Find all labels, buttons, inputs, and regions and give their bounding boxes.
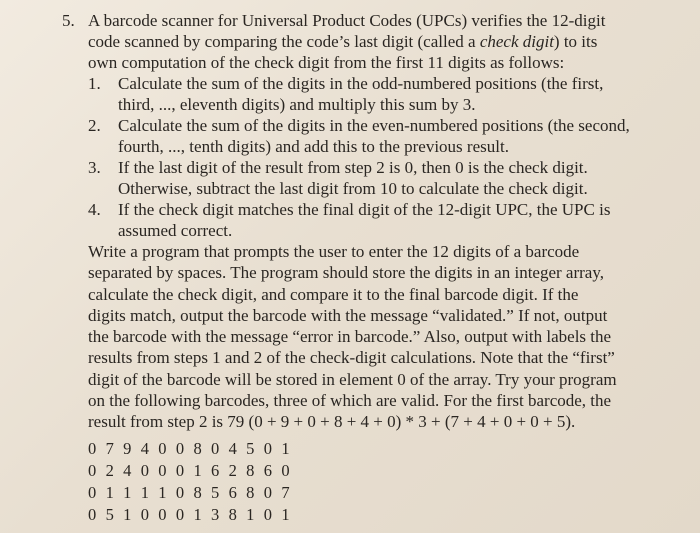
problem-number: 5. [62,11,75,30]
step-line: fourth, ..., tenth digits) and add this to the previous result. [118,137,509,156]
step-line: assumed correct. [118,221,233,240]
intro-line: A barcode scanner for Universal Product Codes (UPCs) verifies the 12-digit [88,11,606,30]
step-line: Calculate the sum of the digits in the even-numbered positions (the second, [118,116,630,135]
barcode: 0 7 9 4 0 0 8 0 4 5 0 1 [88,439,293,458]
step-line: If the last digit of the result from step 2 is 0, then 0 is the check digit. [118,158,588,177]
step-item [88,115,663,157]
intro-line: code scanned by comparing the code’s last digit (called a check digit) to its [88,32,598,51]
body-line: result from step 2 is 79 (0 + 9 + 0 + 8 + 4 + 0) * 3 + (7 + 4 + 0 + 0 + 5). [88,412,576,432]
step-line: If the check digit matches the final digit of the 12-digit UPC, the UPC is [118,200,611,219]
problem-intro [88,10,658,73]
body-line: calculate the check digit, and compare it to the final barcode digit. If the [88,284,579,304]
step-line: Otherwise, subtract the last digit from 10 to calculate the check digit. [118,179,588,198]
step-number: 1. [88,74,101,93]
step-item [88,157,663,199]
step-number: 2. [88,116,101,135]
body-line: the barcode with the message “error in barcode.” Also, output with labels the [88,327,612,347]
step-item [88,73,663,115]
barcode: 0 1 1 1 1 0 8 5 6 8 0 7 [88,483,293,502]
body-line: digits match, output the barcode with the message “validated.” If not, output [88,305,608,325]
barcode: 0 5 1 0 0 0 1 3 8 1 0 1 [88,505,293,524]
barcode: 0 2 4 0 0 0 1 6 2 8 6 0 [88,461,293,480]
problem-body [88,241,668,433]
body-line: Write a program that prompts the user to enter the 12 digits of a barcode [88,242,580,261]
steps-list [88,73,663,241]
check-digit-term: check digit [479,32,554,51]
body-line: results from steps 1 and 2 of the check-digit calculations. Note that the “first” [88,348,615,368]
intro-line: own computation of the check digit from the first 11 digits as follows: [88,53,565,72]
step-item [88,199,663,241]
step-number: 3. [88,158,101,177]
barcode-list [88,438,292,526]
body-line: on the following barcodes, three of which are valid. For the first barcode, the [88,391,612,411]
body-line: separated by spaces. The program should store the digits in an integer array, [88,263,604,283]
body-line: digit of the barcode will be stored in element 0 of the array. Try your program [88,369,617,389]
step-line: Calculate the sum of the digits in the odd-numbered positions (the first, [118,74,604,93]
step-line: third, ..., eleventh digits) and multiply this sum by 3. [118,95,476,114]
step-number: 4. [88,200,101,219]
